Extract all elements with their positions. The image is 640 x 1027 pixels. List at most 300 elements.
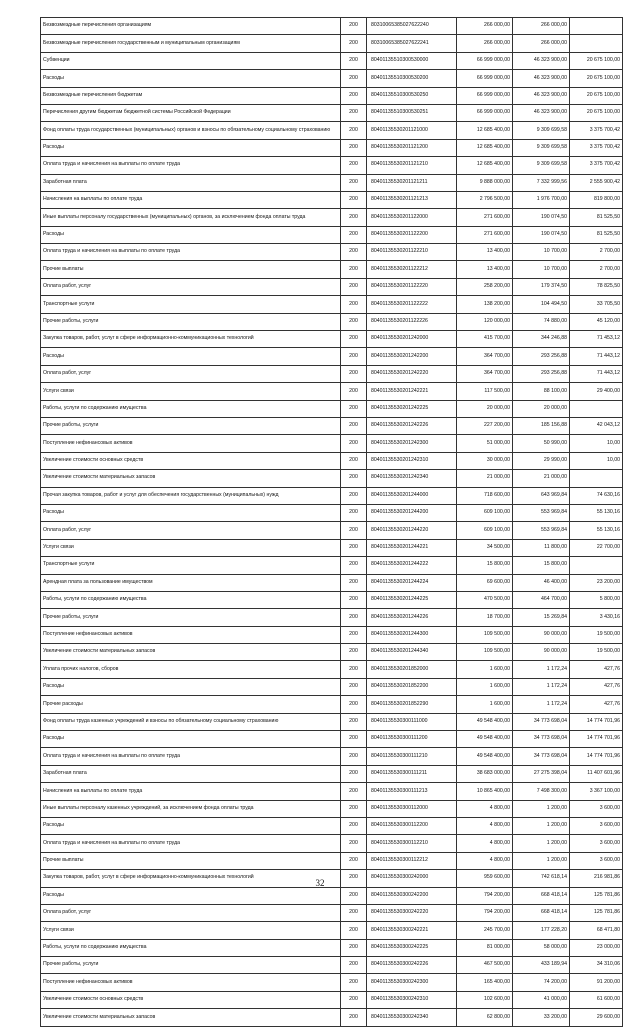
table-row	[41, 661, 623, 678]
executed-amount: 1 200,00	[513, 800, 570, 817]
budget-classification-code: 80401135530300242200	[367, 887, 457, 904]
executed-amount: 58 000,00	[513, 939, 570, 956]
table-row	[41, 278, 623, 295]
line-item-name: Прочие работы, услуги	[41, 417, 341, 434]
line-code: 200	[341, 678, 367, 695]
executed-amount: 90 000,00	[513, 626, 570, 643]
executed-amount: 74 880,00	[513, 313, 570, 330]
executed-amount: 27 275 398,04	[513, 765, 570, 782]
budget-classification-code: 80310065385027622241	[367, 35, 457, 52]
unexecuted-amount: 819 800,00	[570, 191, 623, 208]
unexecuted-amount: 14 774 701,96	[570, 731, 623, 748]
line-code: 200	[341, 18, 367, 35]
line-code: 200	[341, 870, 367, 887]
unexecuted-amount: 3 367 100,00	[570, 783, 623, 800]
unexecuted-amount: 68 471,80	[570, 922, 623, 939]
line-code: 200	[341, 522, 367, 539]
table-row	[41, 713, 623, 730]
executed-amount: 46 323 900,00	[513, 87, 570, 104]
unexecuted-amount: 29 600,00	[570, 1009, 623, 1026]
unexecuted-amount: 10,00	[570, 435, 623, 452]
line-item-name: Прочие выплаты	[41, 261, 341, 278]
unexecuted-amount	[570, 18, 623, 35]
executed-amount: 179 374,50	[513, 278, 570, 295]
unexecuted-amount: 55 130,16	[570, 504, 623, 521]
line-code: 200	[341, 435, 367, 452]
executed-amount: 668 418,14	[513, 887, 570, 904]
unexecuted-amount: 2 555 900,42	[570, 174, 623, 191]
approved-amount: 2 796 500,00	[457, 191, 513, 208]
line-item-name: Увеличение стоимости основных средств	[41, 452, 341, 469]
line-code: 200	[341, 278, 367, 295]
executed-amount: 190 074,50	[513, 209, 570, 226]
table-row	[41, 626, 623, 643]
approved-amount: 81 000,00	[457, 939, 513, 956]
line-item-name: Расходы	[41, 70, 341, 87]
unexecuted-amount: 5 800,00	[570, 591, 623, 608]
line-code: 200	[341, 244, 367, 261]
line-item-name: Расходы	[41, 731, 341, 748]
budget-classification-code: 80401135510300530000	[367, 52, 457, 69]
line-code: 200	[341, 52, 367, 69]
executed-amount: 1 172,24	[513, 661, 570, 678]
approved-amount: 62 800,00	[457, 1009, 513, 1026]
executed-amount: 553 969,84	[513, 504, 570, 521]
budget-classification-code: 80401135530201122222	[367, 296, 457, 313]
budget-classification-code: 80401135510300530251	[367, 104, 457, 121]
executed-amount: 1 172,24	[513, 678, 570, 695]
budget-classification-code: 80401135530201121213	[367, 191, 457, 208]
approved-amount: 1 600,00	[457, 678, 513, 695]
unexecuted-amount: 20 675 100,00	[570, 52, 623, 69]
line-code: 200	[341, 922, 367, 939]
line-code: 200	[341, 817, 367, 834]
executed-amount: 643 969,84	[513, 487, 570, 504]
executed-amount: 46 400,00	[513, 574, 570, 591]
budget-classification-code: 80401135530201122226	[367, 313, 457, 330]
line-code: 200	[341, 296, 367, 313]
line-item-name: Увеличение стоимости основных средств	[41, 991, 341, 1008]
line-item-name: Прочие работы, услуги	[41, 957, 341, 974]
unexecuted-amount: 23 000,00	[570, 939, 623, 956]
line-item-name: Работы, услуги по содержанию имущества	[41, 939, 341, 956]
budget-classification-code: 80401135530300242226	[367, 957, 457, 974]
executed-amount: 29 990,00	[513, 452, 570, 469]
line-code: 200	[341, 591, 367, 608]
line-item-name: Поступление нефинансовых активов	[41, 974, 341, 991]
unexecuted-amount: 45 120,00	[570, 313, 623, 330]
budget-classification-code: 80401135530201242200	[367, 348, 457, 365]
line-code: 200	[341, 904, 367, 921]
executed-amount: 293 256,88	[513, 365, 570, 382]
budget-classification-code: 80401135530201244221	[367, 539, 457, 556]
line-item-name: Прочая закупка товаров, работ и услуг для обеспечения государственных (муниципальных) нужд	[41, 487, 341, 504]
approved-amount: 18 700,00	[457, 609, 513, 626]
approved-amount: 109 500,00	[457, 626, 513, 643]
approved-amount: 227 200,00	[457, 417, 513, 434]
unexecuted-amount	[570, 35, 623, 52]
table-row	[41, 417, 623, 434]
unexecuted-amount: 14 774 701,96	[570, 713, 623, 730]
table-row	[41, 504, 623, 521]
table-row	[41, 18, 623, 35]
line-item-name: Услуги связи	[41, 539, 341, 556]
unexecuted-amount	[570, 400, 623, 417]
budget-classification-code: 80401135530300111213	[367, 783, 457, 800]
table-row	[41, 261, 623, 278]
table-row	[41, 470, 623, 487]
budget-classification-code: 80401135530300242000	[367, 870, 457, 887]
executed-amount: 668 418,14	[513, 904, 570, 921]
approved-amount: 4 800,00	[457, 800, 513, 817]
table-row	[41, 365, 623, 382]
unexecuted-amount: 125 781,86	[570, 904, 623, 921]
budget-classification-code: 80401135530201242310	[367, 452, 457, 469]
line-code: 200	[341, 122, 367, 139]
executed-amount: 74 200,00	[513, 974, 570, 991]
table-row	[41, 296, 623, 313]
line-item-name: Расходы	[41, 139, 341, 156]
line-code: 200	[341, 226, 367, 243]
budget-classification-code: 80401135530201244222	[367, 557, 457, 574]
line-code: 200	[341, 557, 367, 574]
approved-amount: 271 600,00	[457, 209, 513, 226]
line-item-name: Оплата труда и начисления на выплаты по оплате труда	[41, 244, 341, 261]
executed-amount: 9 309 699,58	[513, 157, 570, 174]
executed-amount: 46 323 900,00	[513, 52, 570, 69]
unexecuted-amount	[570, 557, 623, 574]
line-code: 200	[341, 835, 367, 852]
approved-amount: 364 700,00	[457, 365, 513, 382]
approved-amount: 266 000,00	[457, 35, 513, 52]
line-code: 200	[341, 157, 367, 174]
line-item-name: Закупка товаров, работ, услуг в сфере информационно-коммуникационных технологий	[41, 331, 341, 348]
line-item-name: Иные выплаты персоналу казенных учреждений, за исключением фонда оплаты труда	[41, 800, 341, 817]
table-row	[41, 696, 623, 713]
unexecuted-amount: 19 500,00	[570, 644, 623, 661]
budget-classification-code: 80401135530201242340	[367, 470, 457, 487]
line-item-name: Фонд оплаты труда казенных учреждений и взносы по обязательному социальному страхованию	[41, 713, 341, 730]
line-item-name: Транспортные услуги	[41, 557, 341, 574]
approved-amount: 12 685 400,00	[457, 122, 513, 139]
line-item-name: Субвенции	[41, 52, 341, 69]
line-item-name: Оплата труда и начисления на выплаты по оплате труда	[41, 835, 341, 852]
budget-classification-code: 80401135530201244300	[367, 626, 457, 643]
unexecuted-amount: 91 200,00	[570, 974, 623, 991]
approved-amount: 34 500,00	[457, 539, 513, 556]
table-row	[41, 487, 623, 504]
table-row	[41, 957, 623, 974]
line-code: 200	[341, 209, 367, 226]
line-code: 200	[341, 261, 367, 278]
approved-amount: 12 685 400,00	[457, 157, 513, 174]
unexecuted-amount: 427,76	[570, 661, 623, 678]
approved-amount: 66 999 000,00	[457, 104, 513, 121]
table-row	[41, 887, 623, 904]
approved-amount: 470 500,00	[457, 591, 513, 608]
budget-classification-code: 80401135510300530250	[367, 87, 457, 104]
budget-classification-code: 80401135530300111200	[367, 731, 457, 748]
line-code: 200	[341, 191, 367, 208]
table-row	[41, 435, 623, 452]
unexecuted-amount: 71 443,12	[570, 348, 623, 365]
table-row	[41, 939, 623, 956]
line-item-name: Работы, услуги по содержанию имущества	[41, 591, 341, 608]
table-row	[41, 383, 623, 400]
line-code: 200	[341, 957, 367, 974]
table-row	[41, 209, 623, 226]
line-code: 200	[341, 887, 367, 904]
executed-amount: 88 100,00	[513, 383, 570, 400]
executed-amount: 266 000,00	[513, 35, 570, 52]
budget-classification-code: 80401135530201244340	[367, 644, 457, 661]
table-row	[41, 331, 623, 348]
approved-amount: 49 548 400,00	[457, 748, 513, 765]
executed-amount: 1 200,00	[513, 817, 570, 834]
unexecuted-amount: 3 600,00	[570, 800, 623, 817]
budget-classification-code: 80401135530300111000	[367, 713, 457, 730]
unexecuted-amount: 3 600,00	[570, 817, 623, 834]
budget-classification-code: 80401135530201244225	[367, 591, 457, 608]
unexecuted-amount: 20 675 100,00	[570, 104, 623, 121]
budget-classification-code: 80401135530201244220	[367, 522, 457, 539]
unexecuted-amount: 2 700,00	[570, 244, 623, 261]
line-item-name: Заработная плата	[41, 174, 341, 191]
budget-classification-code: 80401135530300242310	[367, 991, 457, 1008]
line-code: 200	[341, 765, 367, 782]
unexecuted-amount: 3 375 700,42	[570, 122, 623, 139]
table-row	[41, 835, 623, 852]
line-code: 200	[341, 35, 367, 52]
line-item-name: Оплата труда и начисления на выплаты по оплате труда	[41, 748, 341, 765]
unexecuted-amount: 81 525,50	[570, 226, 623, 243]
executed-amount: 464 700,00	[513, 591, 570, 608]
unexecuted-amount: 33 705,50	[570, 296, 623, 313]
budget-classification-code: 80401135530300112210	[367, 835, 457, 852]
budget-classification-code: 80401135530201122212	[367, 261, 457, 278]
line-code: 200	[341, 713, 367, 730]
approved-amount: 51 000,00	[457, 435, 513, 452]
executed-amount: 553 969,84	[513, 522, 570, 539]
table-row	[41, 644, 623, 661]
line-item-name: Заработная плата	[41, 765, 341, 782]
table-row	[41, 226, 623, 243]
unexecuted-amount: 3 600,00	[570, 852, 623, 869]
line-item-name: Безвозмездные перечисления бюджетам	[41, 87, 341, 104]
approved-amount: 794 200,00	[457, 904, 513, 921]
executed-amount: 50 990,00	[513, 435, 570, 452]
line-item-name: Закупка товаров, работ, услуг в сфере информационно-коммуникационных технологий	[41, 870, 341, 887]
line-code: 200	[341, 331, 367, 348]
line-item-name: Перечисления другим бюджетам бюджетной системы Российской Федерации	[41, 104, 341, 121]
line-code: 200	[341, 974, 367, 991]
unexecuted-amount: 20 675 100,00	[570, 70, 623, 87]
unexecuted-amount: 11 407 601,96	[570, 765, 623, 782]
unexecuted-amount: 20 675 100,00	[570, 87, 623, 104]
budget-classification-code: 80401135530300242225	[367, 939, 457, 956]
table-row	[41, 87, 623, 104]
approved-amount: 49 548 400,00	[457, 713, 513, 730]
line-code: 200	[341, 487, 367, 504]
approved-amount: 258 200,00	[457, 278, 513, 295]
table-row	[41, 591, 623, 608]
table-row	[41, 174, 623, 191]
line-code: 200	[341, 644, 367, 661]
unexecuted-amount: 427,76	[570, 678, 623, 695]
line-item-name: Иные выплаты персоналу государственных (муниципальных) органов, за исключением фонда оплаты труда	[41, 209, 341, 226]
table-row	[41, 800, 623, 817]
unexecuted-amount: 34 310,06	[570, 957, 623, 974]
approved-amount: 1 600,00	[457, 696, 513, 713]
line-code: 200	[341, 139, 367, 156]
budget-classification-code: 80401135530300242300	[367, 974, 457, 991]
line-item-name: Арендная плата за пользование имуществом	[41, 574, 341, 591]
approved-amount: 415 700,00	[457, 331, 513, 348]
line-item-name: Прочие работы, услуги	[41, 609, 341, 626]
unexecuted-amount: 3 375 700,42	[570, 139, 623, 156]
approved-amount: 66 999 000,00	[457, 70, 513, 87]
table-row	[41, 191, 623, 208]
executed-amount: 1 200,00	[513, 835, 570, 852]
unexecuted-amount: 71 453,12	[570, 331, 623, 348]
unexecuted-amount: 19 500,00	[570, 626, 623, 643]
budget-classification-code: 80401135530201244000	[367, 487, 457, 504]
line-item-name: Оплата труда и начисления на выплаты по оплате труда	[41, 157, 341, 174]
approved-amount: 120 000,00	[457, 313, 513, 330]
approved-amount: 245 700,00	[457, 922, 513, 939]
line-item-name: Уплата прочих налогов, сборов	[41, 661, 341, 678]
line-item-name: Расходы	[41, 348, 341, 365]
unexecuted-amount: 61 600,00	[570, 991, 623, 1008]
executed-amount: 90 000,00	[513, 644, 570, 661]
line-code: 200	[341, 87, 367, 104]
executed-amount: 20 000,00	[513, 400, 570, 417]
approved-amount: 66 999 000,00	[457, 87, 513, 104]
budget-classification-code: 80401135530300112200	[367, 817, 457, 834]
table-row	[41, 574, 623, 591]
budget-classification-code: 80401135530201242226	[367, 417, 457, 434]
executed-amount: 104 494,50	[513, 296, 570, 313]
unexecuted-amount: 55 130,16	[570, 522, 623, 539]
approved-amount: 165 400,00	[457, 974, 513, 991]
line-item-name: Оплата работ, услуг	[41, 278, 341, 295]
approved-amount: 1 600,00	[457, 661, 513, 678]
table-body	[41, 18, 623, 1027]
budget-classification-code: 80401135530201121211	[367, 174, 457, 191]
budget-classification-code: 80401135530201242221	[367, 383, 457, 400]
executed-amount: 33 200,00	[513, 1009, 570, 1026]
line-code: 200	[341, 365, 367, 382]
budget-classification-code: 80401135530201121200	[367, 139, 457, 156]
approved-amount: 21 000,00	[457, 470, 513, 487]
table-row	[41, 817, 623, 834]
line-item-name: Поступление нефинансовых активов	[41, 435, 341, 452]
unexecuted-amount: 22 700,00	[570, 539, 623, 556]
budget-classification-code: 80401135530201121210	[367, 157, 457, 174]
line-code: 200	[341, 731, 367, 748]
approved-amount: 718 600,00	[457, 487, 513, 504]
line-code: 200	[341, 174, 367, 191]
table-row	[41, 522, 623, 539]
line-code: 200	[341, 991, 367, 1008]
budget-classification-code: 80401135530201852200	[367, 678, 457, 695]
table-row	[41, 157, 623, 174]
table-row	[41, 731, 623, 748]
line-code: 200	[341, 626, 367, 643]
line-code: 200	[341, 696, 367, 713]
approved-amount: 271 600,00	[457, 226, 513, 243]
line-code: 200	[341, 383, 367, 400]
line-code: 200	[341, 783, 367, 800]
executed-amount: 344 246,88	[513, 331, 570, 348]
approved-amount: 102 600,00	[457, 991, 513, 1008]
line-item-name: Безвозмездные перечисления государственным и муниципальным организациям	[41, 35, 341, 52]
line-code: 200	[341, 313, 367, 330]
table-row	[41, 70, 623, 87]
table-row	[41, 348, 623, 365]
budget-classification-code: 80401135530201244200	[367, 504, 457, 521]
table-row	[41, 52, 623, 69]
line-item-name: Начисления на выплаты по оплате труда	[41, 191, 341, 208]
line-code: 200	[341, 348, 367, 365]
line-item-name: Расходы	[41, 226, 341, 243]
approved-amount: 117 500,00	[457, 383, 513, 400]
executed-amount: 15 269,84	[513, 609, 570, 626]
approved-amount: 138 200,00	[457, 296, 513, 313]
approved-amount: 30 000,00	[457, 452, 513, 469]
executed-amount: 9 309 699,58	[513, 139, 570, 156]
budget-classification-code: 80401135510300530200	[367, 70, 457, 87]
budget-classification-code: 80401135530201242225	[367, 400, 457, 417]
table-row	[41, 122, 623, 139]
budget-classification-code: 80401135530201852000	[367, 661, 457, 678]
budget-classification-code: 80310065385027622240	[367, 18, 457, 35]
executed-amount: 293 256,88	[513, 348, 570, 365]
executed-amount: 10 700,00	[513, 261, 570, 278]
budget-classification-code: 80401135530201242000	[367, 331, 457, 348]
line-code: 200	[341, 539, 367, 556]
executed-amount: 11 800,00	[513, 539, 570, 556]
unexecuted-amount: 42 043,12	[570, 417, 623, 434]
unexecuted-amount: 2 700,00	[570, 261, 623, 278]
unexecuted-amount: 74 630,16	[570, 487, 623, 504]
budget-classification-code: 80401135530201244224	[367, 574, 457, 591]
table-row	[41, 678, 623, 695]
unexecuted-amount: 3 375 700,42	[570, 157, 623, 174]
unexecuted-amount: 10,00	[570, 452, 623, 469]
unexecuted-amount: 3 600,00	[570, 835, 623, 852]
approved-amount: 38 683 000,00	[457, 765, 513, 782]
table-row	[41, 104, 623, 121]
table-row	[41, 765, 623, 782]
line-code: 200	[341, 661, 367, 678]
budget-classification-code: 80401135530300111211	[367, 765, 457, 782]
line-item-name: Работы, услуги по содержанию имущества	[41, 400, 341, 417]
table-row	[41, 852, 623, 869]
budget-classification-code: 80401135530201242300	[367, 435, 457, 452]
budget-classification-code: 80401135530300242220	[367, 904, 457, 921]
line-item-name: Фонд оплаты труда государственных (муниципальных) органов и взносы по обязательному социальному страхованию	[41, 122, 341, 139]
table-row	[41, 609, 623, 626]
table-row	[41, 400, 623, 417]
executed-amount: 9 309 699,58	[513, 122, 570, 139]
line-code: 200	[341, 70, 367, 87]
approved-amount: 69 600,00	[457, 574, 513, 591]
executed-amount: 177 228,20	[513, 922, 570, 939]
approved-amount: 266 000,00	[457, 18, 513, 35]
approved-amount: 364 700,00	[457, 348, 513, 365]
table-row	[41, 1009, 623, 1026]
